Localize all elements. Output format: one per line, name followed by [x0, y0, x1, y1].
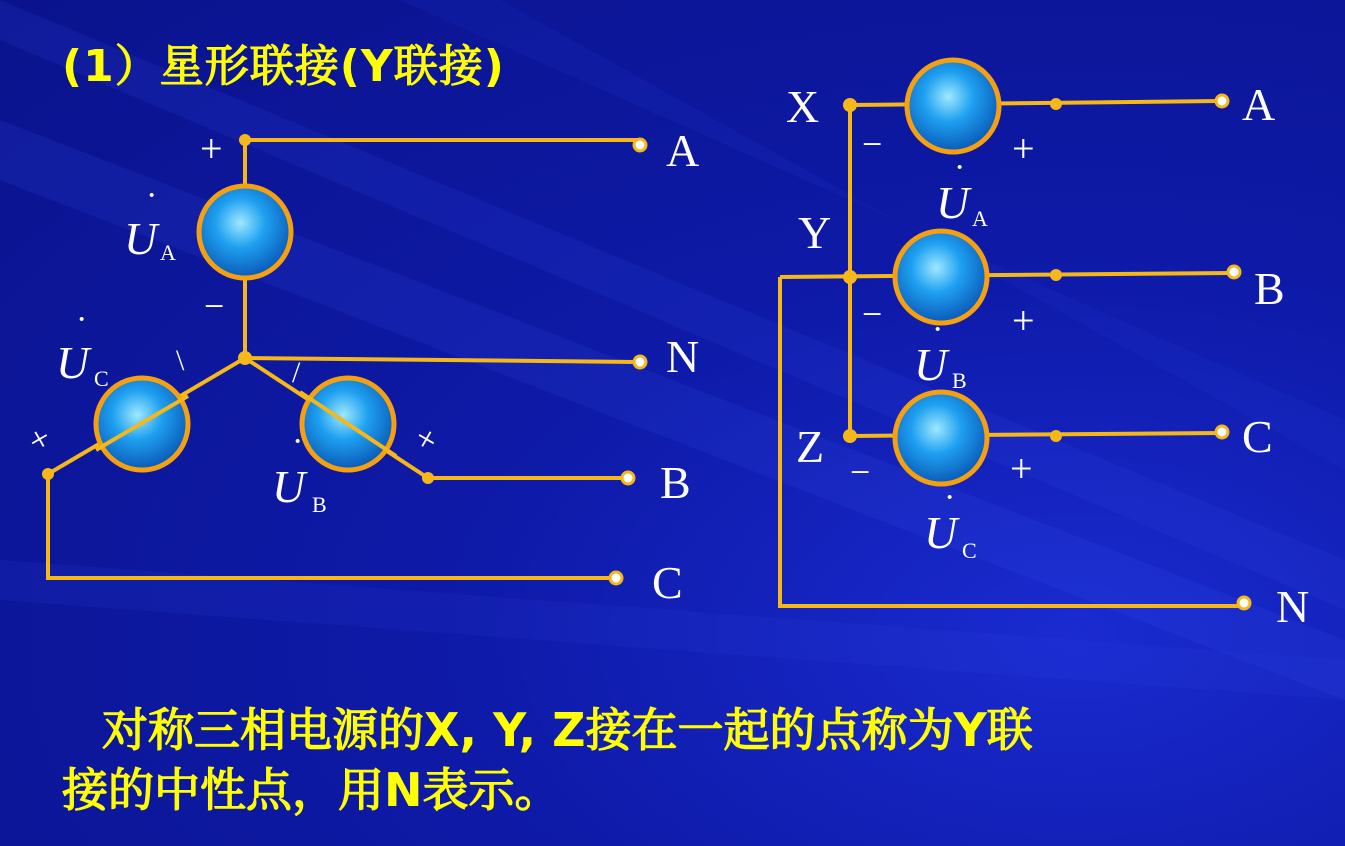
svg-text:A: A [972, 206, 988, 231]
slide-title: (1）星形联接(Y联接) [62, 41, 505, 92]
left-source-ua [199, 186, 291, 278]
right-source-ua [907, 60, 999, 152]
left-uc-minus-mark: \ [176, 344, 185, 377]
left-label-uc [56, 301, 109, 391]
svg-text:C: C [962, 538, 977, 563]
caption-line-1: 对称三相电源的X, Y, Z接在一起的点称为Y联 [102, 703, 1033, 757]
right-uc-minus: − [850, 452, 871, 492]
right-label-uc [924, 479, 977, 563]
left-star-diagram [48, 140, 640, 578]
left-wire-n [245, 358, 640, 362]
right-source-ub [895, 231, 987, 323]
svg-text:·: · [954, 149, 966, 186]
left-ua-minus: − [204, 286, 225, 326]
left-wire-c [48, 474, 616, 578]
right-terminal-c: C [1242, 411, 1273, 462]
svg-text:·: · [76, 301, 88, 338]
right-tail-y: Y [798, 207, 832, 258]
right-uc-plus: + [1010, 446, 1033, 491]
left-ub-plus: + [407, 416, 446, 462]
svg-text:·: · [932, 311, 944, 348]
right-ua-plus: + [1012, 126, 1035, 171]
left-label-ua [124, 177, 176, 265]
left-terminal-b: B [660, 457, 691, 508]
svg-text:·: · [146, 177, 158, 214]
right-terminal-a: A [1242, 79, 1276, 130]
right-ua-minus: − [862, 124, 883, 164]
svg-text:U: U [124, 213, 158, 264]
svg-text:U: U [936, 177, 970, 228]
svg-text:·: · [944, 479, 956, 516]
right-star-diagram [780, 101, 1244, 606]
svg-text:U: U [924, 507, 958, 558]
svg-text:B: B [312, 492, 327, 517]
svg-text:A: A [160, 240, 176, 265]
right-terminals [1216, 95, 1250, 609]
svg-text:U: U [56, 337, 90, 388]
left-terminal-a: A [666, 125, 700, 176]
svg-text:C: C [94, 366, 109, 391]
svg-text:U: U [272, 461, 306, 512]
right-label-ua [936, 149, 988, 231]
right-tail-z: Z [796, 421, 825, 472]
right-source-uc [895, 392, 987, 484]
right-label-ub [914, 311, 967, 393]
left-uc-plus: + [20, 416, 59, 462]
svg-text:U: U [914, 339, 948, 390]
right-ub-minus: − [862, 294, 883, 334]
caption [62, 700, 1262, 820]
svg-text:·: · [292, 423, 304, 460]
right-terminal-b: B [1254, 263, 1285, 314]
left-terminal-n: N [666, 331, 700, 382]
right-terminal-n: N [1276, 581, 1310, 632]
svg-text:B: B [952, 368, 967, 393]
left-ub-minus-mark: / [292, 356, 301, 389]
right-tail-x: X [786, 81, 820, 132]
right-ub-plus: + [1012, 298, 1035, 343]
left-ua-plus: + [200, 126, 223, 171]
caption-line-2: 接的中性点，用N表示。 [62, 763, 561, 817]
left-terminal-c: C [652, 557, 683, 608]
